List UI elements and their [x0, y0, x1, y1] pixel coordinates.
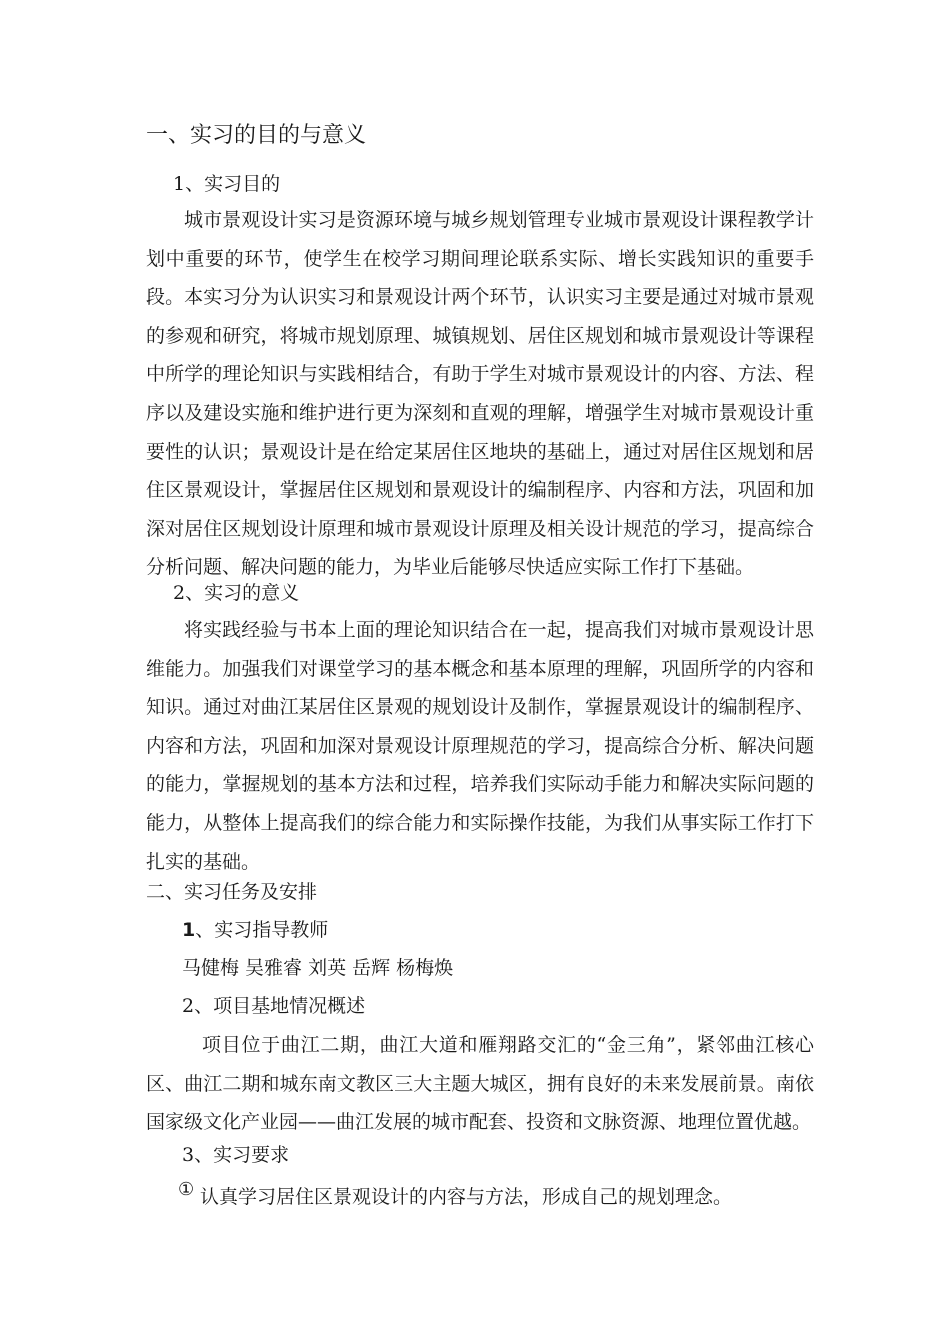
teacher-list: 马健梅 吴雅睿 刘英 岳辉 杨梅焕	[182, 957, 454, 979]
section-1-2-heading: 2、实习的意义	[173, 582, 300, 604]
section-1-1-paragraph: 城市景观设计实习是资源环境与城乡规划管理专业城市景观设计课程教学计划中重要的环节，使学生在校学习期间理论联系实际、增长实践知识的重要手段。本实习分为认识实习和景观设计两个环节，认识实习主要是通过对城市景观的参观和研究，将城市规划原理、城镇规划、居住区规划和城市景观设计等课程中所学的理论知识与实践相结合，有助于学生对城市景观设计的内容、方法、程序以及建设实施和维护进行更为深刻和直观的理解，增强学生对城市景观设计重要性的认识；景观设计是在给定某居住区地块的基础上，通过对居住区规划和居住区景观设计，掌握居住区规划和景观设计的编制程序、内容和方法，巩固和加深对居住区规划设计原理和城市景观设计原理及相关设计规范的学习，提高综合分析问题、解决问题的能力，为毕业后能够尽快适应实际工作打下基础。	[146, 209, 814, 579]
section-2-3-heading: 3、实习要求	[182, 1144, 290, 1166]
section-2-2-paragraph: 项目位于曲江二期，曲江大道和雁翔路交汇的“金三角”，紧邻曲江核心区、曲江二期和城东南文教区三大主题大城区，拥有良好的未来发展前景。南依国家级文化产业园——曲江发展的城市配套、投资和文脉资源、地理位置优越。	[146, 1034, 814, 1134]
section-2-1-heading	[182, 918, 328, 942]
section-2-1-number: 1	[182, 919, 196, 941]
section-2-1-title: 、实习指导教师	[195, 919, 329, 941]
section-1-2-paragraph: 将实践经验与书本上面的理论知识结合在一起，提高我们对城市景观设计思维能力。加强我们对课堂学习的基本概念和基本原理的理解，巩固所学的内容和知识。通过对曲江某居住区景观的规划设计及制作，掌握景观设计的编制程序、内容和方法，巩固和加深对景观设计原理规范的学习，提高综合分析、解决问题的能力，掌握规划的基本方法和过程，培养我们实际动手能力和解决实际问题的能力，从整体上提高我们的综合能力和实际操作技能，为我们从事实际工作打下扎实的基础。	[146, 619, 814, 873]
section-2-2-heading: 2、项目基地情况概述	[182, 995, 366, 1017]
section-2-heading: 二、实习任务及安排	[146, 881, 318, 903]
section-1-heading: 一、实习的目的与意义	[146, 123, 367, 148]
requirement-1-marker: ①	[178, 1179, 195, 1200]
section-1-1-heading: 1、实习目的	[173, 173, 281, 195]
requirement-1-text: 认真学习居住区景观设计的内容与方法，形成自己的规划理念。	[200, 1186, 733, 1208]
